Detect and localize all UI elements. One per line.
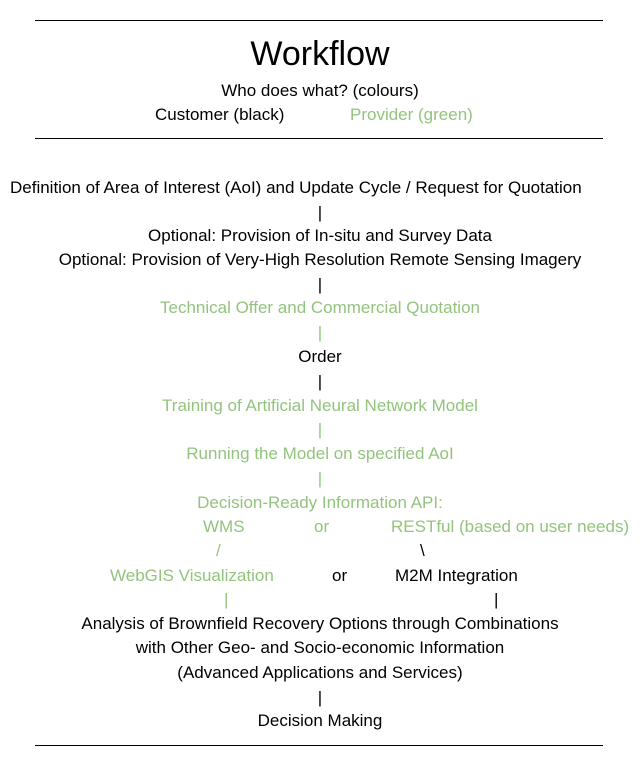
step-running-model: Running the Model on specified AoI bbox=[186, 444, 454, 463]
option-restful: RESTful (based on user needs) bbox=[391, 517, 630, 536]
option-wms: WMS bbox=[203, 517, 245, 536]
step-technical-offer: Technical Offer and Commercial Quotation bbox=[159, 298, 480, 317]
connector-backslash: \ bbox=[420, 541, 425, 560]
legend-subtitle: Who does what? (colours) bbox=[221, 81, 419, 100]
step-optional-imagery: Optional: Provision of Very-High Resolution Remote Sensing Imagery bbox=[58, 250, 582, 269]
option-m2m: M2M Integration bbox=[395, 566, 518, 585]
bottom-divider bbox=[35, 745, 603, 746]
connector-slash: / bbox=[216, 541, 221, 560]
option-or-1: or bbox=[314, 517, 330, 536]
connector-2: | bbox=[317, 275, 323, 294]
option-or-2: or bbox=[332, 566, 348, 585]
step-optional-insitu: Optional: Provision of In-situ and Survey Data bbox=[148, 226, 492, 245]
step-analysis-line-2: with Other Geo- and Socio-economic Information bbox=[135, 638, 505, 657]
connector-4: | bbox=[317, 372, 323, 391]
page-title: Workflow bbox=[250, 35, 390, 73]
step-order: Order bbox=[298, 347, 342, 366]
connector-6: | bbox=[317, 469, 323, 488]
step-training-model: Training of Artificial Neural Network Model bbox=[162, 396, 478, 415]
header-divider bbox=[35, 138, 603, 139]
connector-7: | bbox=[317, 688, 323, 707]
connector-m2m-down: | bbox=[494, 590, 499, 609]
top-divider bbox=[35, 20, 603, 21]
option-webgis: WebGIS Visualization bbox=[110, 566, 274, 585]
legend-customer: Customer (black) bbox=[155, 105, 285, 124]
connector-3: | bbox=[317, 323, 323, 342]
step-analysis-line-1: Analysis of Brownfield Recovery Options through Combinations bbox=[81, 614, 559, 633]
legend-provider: Provider (green) bbox=[350, 105, 473, 124]
step-decision-making: Decision Making bbox=[257, 711, 383, 730]
connector-5: | bbox=[317, 420, 323, 439]
step-definition-aoi: Definition of Area of Interest (AoI) and Update Cycle / Request for Quotation bbox=[10, 178, 582, 197]
connector-1: | bbox=[317, 203, 323, 222]
step-decision-ready-api: Decision-Ready Information API: bbox=[197, 493, 443, 512]
connector-webgis-down: | bbox=[224, 590, 229, 609]
step-analysis-line-3: (Advanced Applications and Services) bbox=[177, 663, 463, 682]
